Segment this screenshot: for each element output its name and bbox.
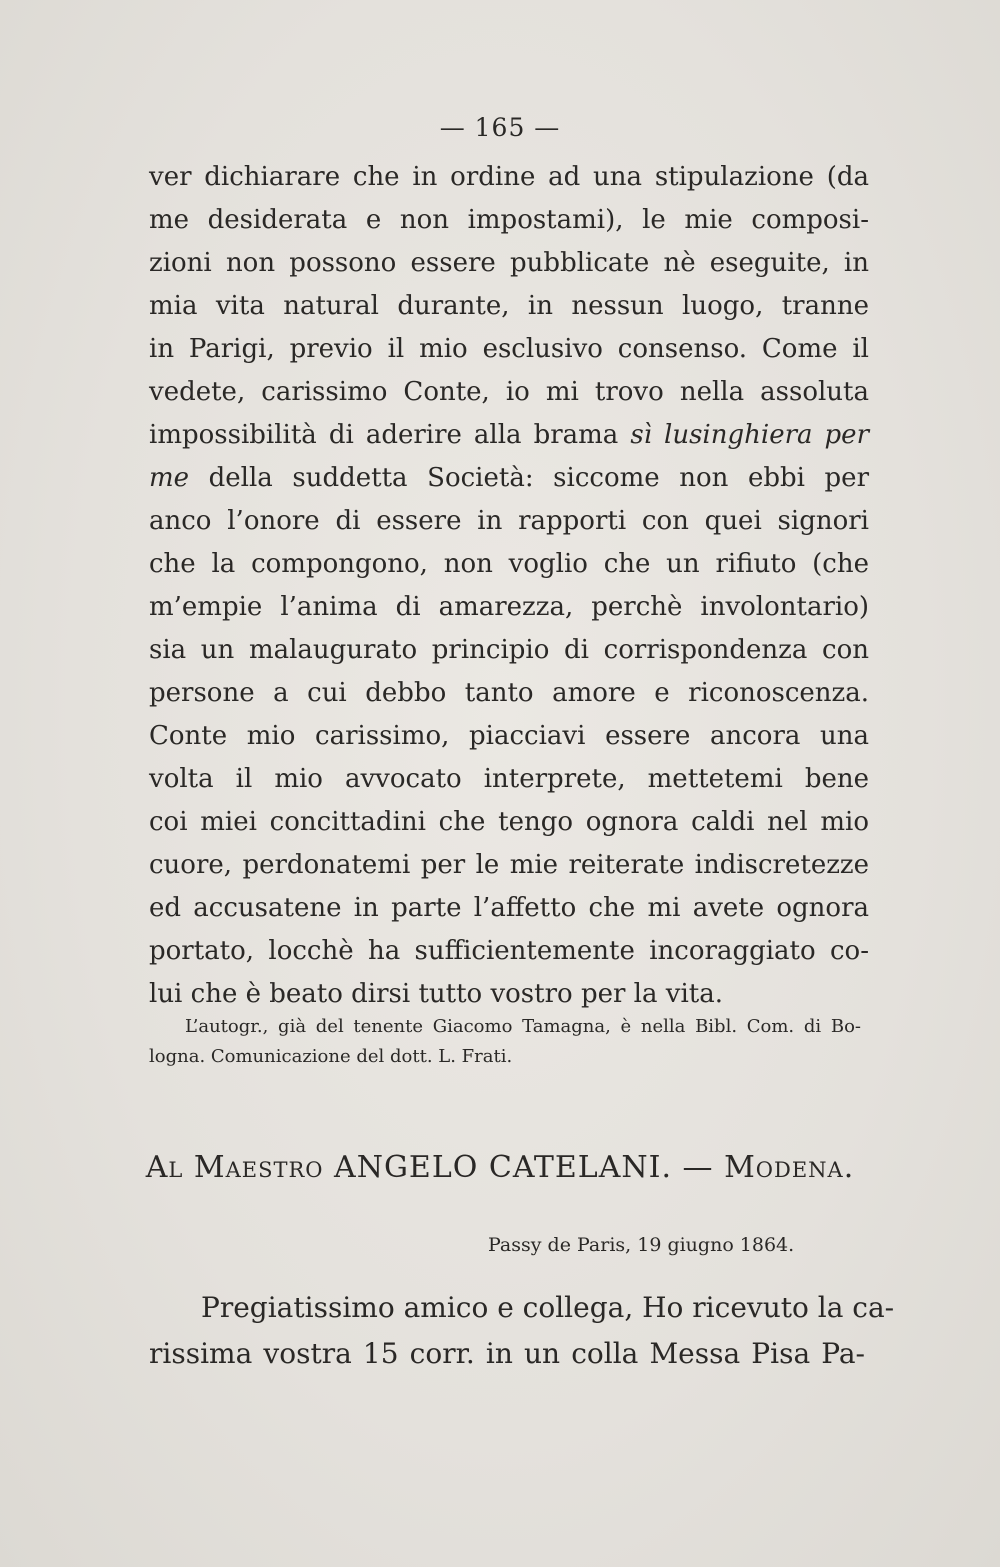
italic-phrase: me — [149, 463, 190, 493]
letter-heading: Al Maestro ANGELO CATELANI. — Modena. — [145, 1150, 855, 1185]
text-line: anco l’onore di essere in rapporti con quei signori — [149, 506, 869, 536]
text-line: Conte mio carissimo, piacciavi essere ancora una — [149, 721, 869, 751]
page-number: — 165 — — [439, 113, 561, 142]
text-segment: della suddetta Società: siccome non ebbi per — [208, 463, 869, 493]
italic-phrase: sì lusinghiera per — [630, 420, 869, 450]
text-line: volta il mio avvocato interprete, mettetemi bene — [149, 764, 869, 794]
text-line: cuore, perdonatemi per le mie reiterate indiscretezze — [149, 850, 869, 880]
letter-body-continued — [149, 156, 869, 1016]
text-line: mia vita natural durante, in nessun luogo, tranne — [149, 291, 869, 321]
text-line: m’empie l’anima di amarezza, perchè involontario) — [149, 592, 869, 622]
text-line: sia un malaugurato principio di corrispondenza con — [149, 635, 869, 665]
source-note — [149, 1012, 861, 1072]
note-line: logna. Comunicazione del dott. L. Frati. — [149, 1046, 513, 1067]
text-segment: impossibilità di aderire alla brama — [149, 420, 619, 450]
text-line: zioni non possono essere pubblicate nè eseguite, in — [149, 248, 869, 278]
text-line: in Parigi, previo il mio esclusivo consenso. Come il — [149, 334, 869, 364]
text-line: me desiderata e non impostami), le mie composi- — [149, 205, 869, 235]
text-line: coi miei concittadini che tengo ognora caldi nel mio — [149, 807, 869, 837]
text-line: ed accusatene in parte l’affetto che mi avete ognora — [149, 893, 869, 923]
letter-dateline: Passy de Paris, 19 giugno 1864. — [488, 1234, 795, 1256]
text-line: vedete, carissimo Conte, io mi trovo nella assoluta — [149, 377, 869, 407]
note-line: L’autogr., già del tenente Giacomo Tamagna, è nella Bibl. Com. di Bo- — [185, 1016, 861, 1037]
text-line: ver dichiarare che in ordine ad una stipulazione (da — [149, 162, 869, 192]
text-line: che la compongono, non voglio che un rifiuto (che — [149, 549, 869, 579]
text-line — [149, 414, 869, 457]
letter-body — [149, 1285, 895, 1377]
text-line: lui che è beato dirsi tutto vostro per la vita. — [149, 979, 723, 1009]
text-line: Pregiatissimo amico e collega, Ho ricevuto la ca- — [201, 1291, 895, 1324]
text-line: portato, locchè ha sufficientemente incoraggiato co- — [149, 936, 869, 966]
text-line — [149, 457, 869, 500]
text-line: rissima vostra 15 corr. in un colla Messa Pisa Pa- — [149, 1337, 865, 1370]
text-line: persone a cui debbo tanto amore e riconoscenza. — [149, 678, 869, 708]
